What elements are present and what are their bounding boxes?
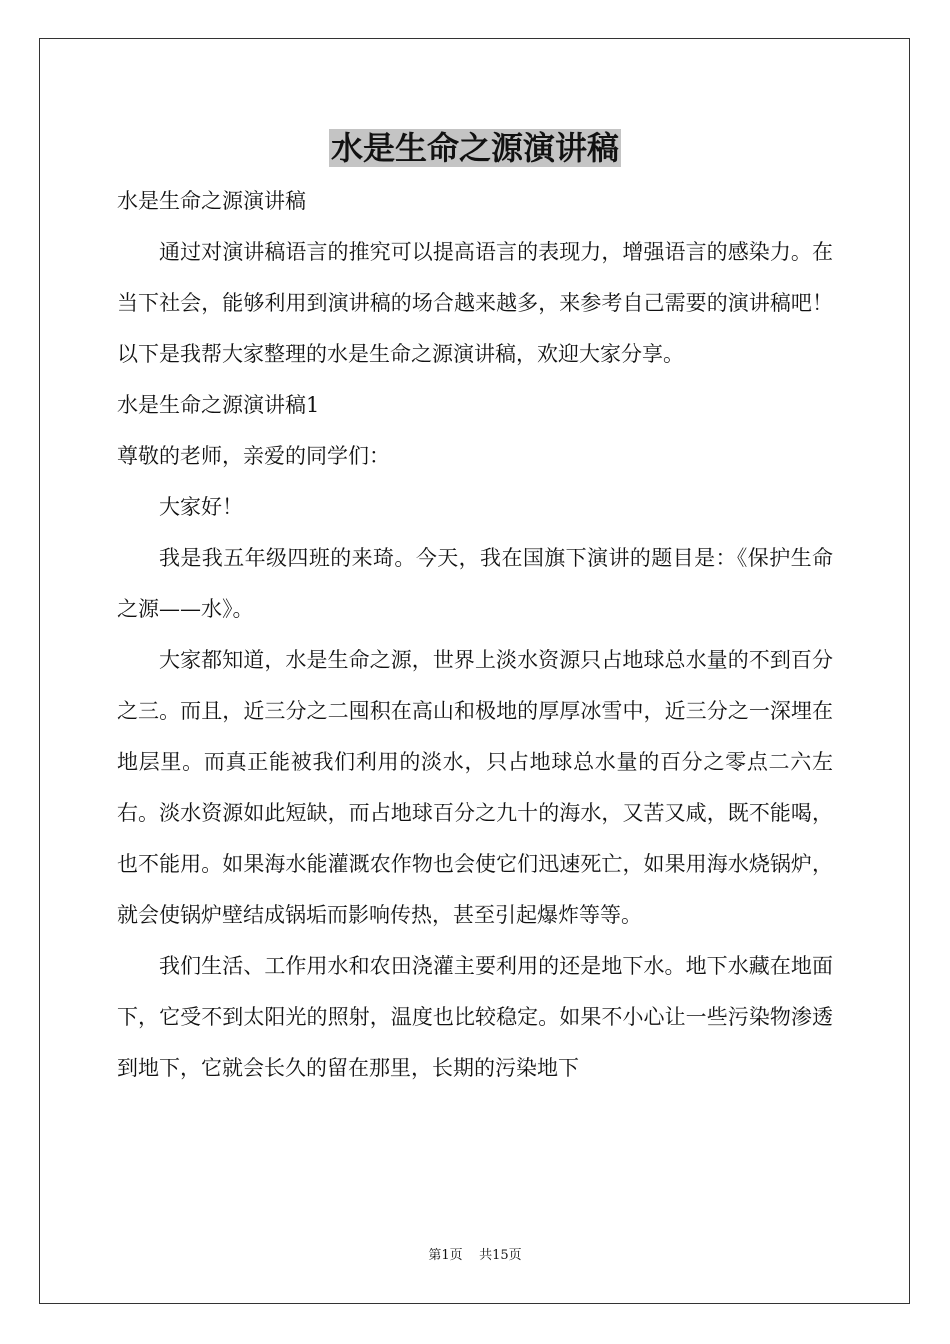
page-total: 共15页 bbox=[479, 1248, 522, 1263]
document-body bbox=[117, 176, 833, 1094]
document-title-text: 水是生命之源演讲稿 bbox=[330, 129, 619, 167]
body-paragraph: 水是生命之源演讲稿1 bbox=[117, 393, 320, 417]
body-paragraph: 大家好！ bbox=[159, 495, 243, 519]
document-title bbox=[0, 126, 950, 170]
body-paragraph: 尊敬的老师，亲爱的同学们： bbox=[117, 444, 390, 468]
body-paragraph: 我们生活、工作用水和农田浇灌主要利用的还是地下水。地下水藏在地面下，它受不到太阳光的照射，温度也比较稳定。如果不小心让一些污染物渗透到地下，它就会长久的留在那里，长期的污染地下 bbox=[117, 954, 833, 1080]
body-paragraph: 我是我五年级四班的来琦。今天，我在国旗下演讲的题目是：《保护生命之源——水》。 bbox=[117, 546, 833, 621]
page-number: 第1页 bbox=[428, 1248, 463, 1263]
page-footer bbox=[0, 1246, 950, 1266]
body-paragraph: 通过对演讲稿语言的推究可以提高语言的表现力，增强语言的感染力。在当下社会，能够利用到演讲稿的场合越来越多，来参考自己需要的演讲稿吧！以下是我帮大家整理的水是生命之源演讲稿，欢迎大家分享。 bbox=[117, 240, 833, 366]
body-paragraph: 水是生命之源演讲稿 bbox=[117, 189, 306, 213]
body-paragraph: 大家都知道，水是生命之源，世界上淡水资源只占地球总水量的不到百分之三。而且，近三分之二囤积在高山和极地的厚厚冰雪中，近三分之一深埋在地层里。而真正能被我们利用的淡水，只占地球总水量的百分之零点二六左右。淡水资源如此短缺，而占地球百分之九十的海水，又苦又咸，既不能喝，也不能用。如果海水能灌溉农作物也会使它们迅速死亡，如果用海水烧锅炉，就会使锅炉壁结成锅垢而影响传热，甚至引起爆炸等等。 bbox=[117, 648, 833, 927]
